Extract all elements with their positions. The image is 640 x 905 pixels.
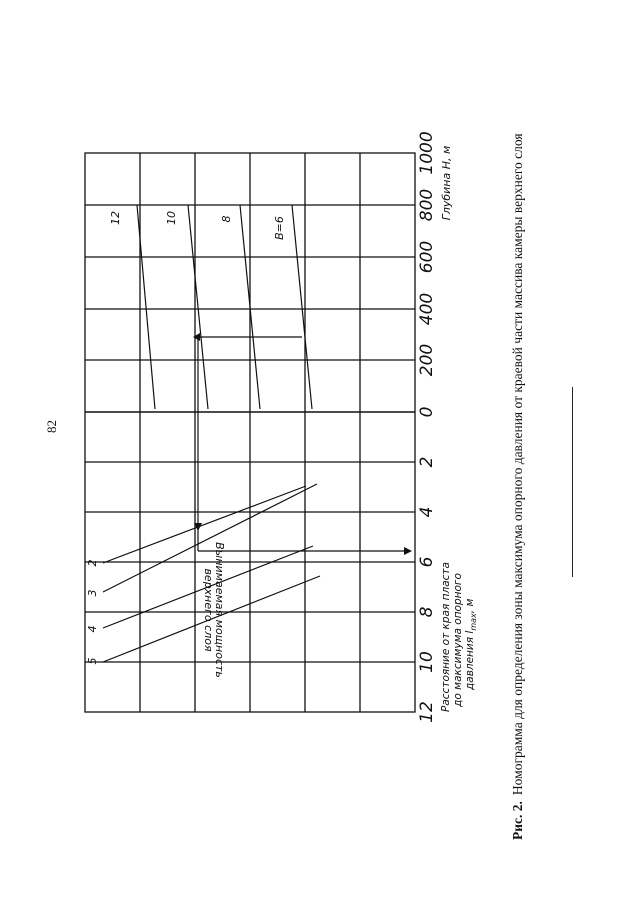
page-number: 82 [44, 420, 59, 433]
depth-tick: 200 [417, 343, 437, 377]
depth-tick: 400 [417, 292, 437, 326]
arrowhead-left [193, 333, 200, 341]
thickness-label-line2: верхнего слоя [202, 568, 215, 652]
width-curve-label-8: 8 [220, 215, 233, 223]
distance-axis-label-line2: до максимума опорного [452, 573, 464, 707]
distance-tick: 12 [417, 701, 437, 723]
figure-caption-label: Рис. 2. [510, 801, 525, 840]
width-curve-6 [292, 205, 312, 409]
arrowhead-right [404, 547, 412, 555]
depth-axis-label: Глубина H, м [440, 145, 453, 221]
distance-tick: 4 [417, 506, 437, 518]
figure-caption [504, 80, 531, 840]
figure-caption-text: Номограмма для определения зоны максимума опорного давления от краевой части массива камеры верхнего слоя [510, 133, 525, 796]
depth-tick: 1000 [417, 131, 437, 175]
example-path [198, 337, 406, 551]
width-curve-label-6: B=6 [273, 216, 286, 240]
distance-axis-label-line3: давления $l_{max}$, м [464, 598, 478, 690]
thickness-line-label-4: 4 [86, 625, 99, 633]
depth-tick: 600 [417, 240, 437, 274]
distance-tick: 8 [417, 606, 437, 618]
grid [85, 153, 415, 712]
depth-tick: 800 [417, 188, 437, 222]
thickness-line-label-3: 3 [86, 589, 99, 597]
thickness-label-line1: Вынимаемая мощность [213, 542, 226, 678]
divider-line [572, 387, 573, 577]
distance-tick: 10 [417, 651, 437, 673]
thickness-line-label-2: 2 [86, 559, 99, 567]
distance-tick: 2 [417, 456, 437, 468]
width-curve-label-12: 12 [109, 211, 122, 225]
depth-tick: 0 [417, 406, 437, 418]
distance-tick: 6 [417, 556, 437, 568]
width-curve-label-10: 10 [165, 211, 178, 225]
distance-axis-label-line1: Расстояние от края пласта [440, 562, 452, 712]
thickness-line-label-5: 5 [86, 657, 99, 665]
